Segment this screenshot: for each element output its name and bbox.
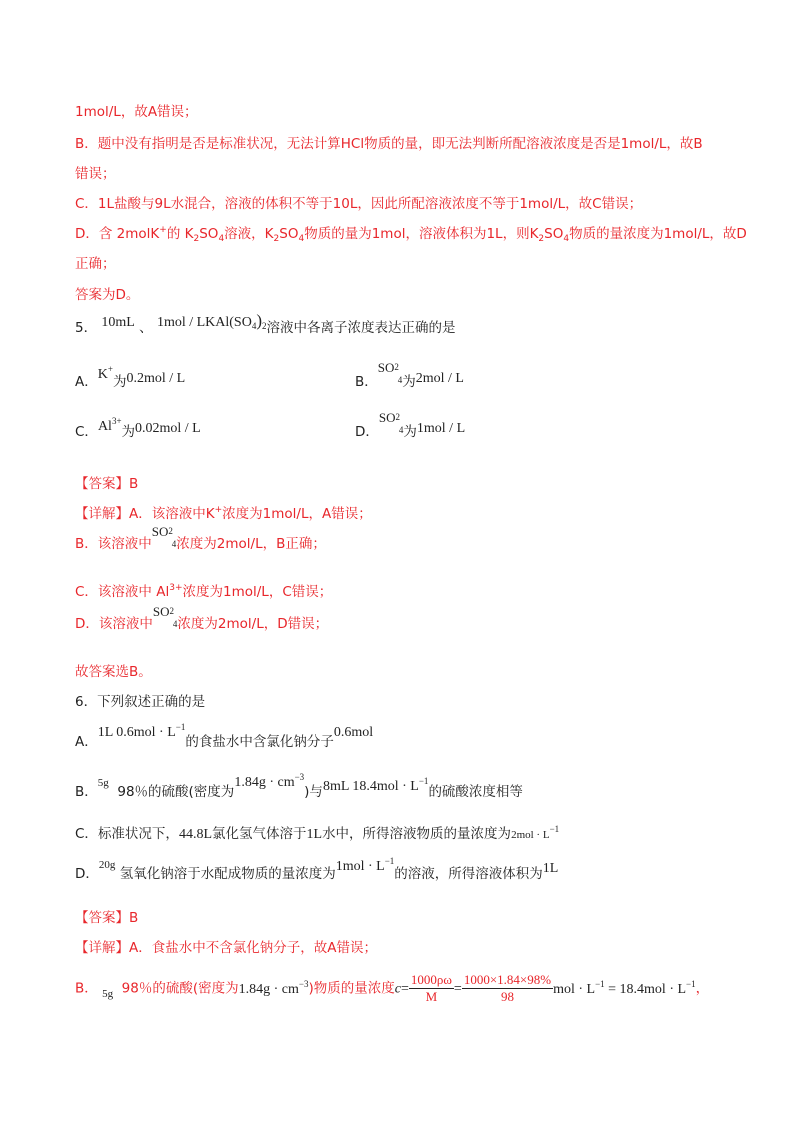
separator: 、 — [139, 320, 153, 336]
text-line-5c: SO — [199, 226, 219, 242]
formula: $1mol / LKAl(SO_4)_2$ — [156, 311, 267, 331]
question-5-stem — [75, 311, 456, 337]
detail-6b: B． $_{5g}$ 98％的硫酸(密度为$1.84g \cdot cm^{-3}$)物质的量浓度c= $\frac{1000\rho\omega}{M}$ = $\frac{1000\times 1.84\times 98\%}{98}$ mol · $L^{-1} = 18.4mol \cdot L^{-1}$， — [75, 972, 710, 1004]
answer-6: 【答案】B — [75, 910, 139, 926]
option-6c: C．标准状况下，44.8L氯化氢气体溶于1L水中，所得溶液物质的量浓度为$2mol \cdot L^{-1}$ — [75, 824, 560, 842]
text-line-5g: SO — [544, 226, 564, 242]
conclusion-5: 故答案选B。 — [75, 664, 152, 680]
option-6b: B．$^{5g}$ 98％的硫酸(密度为$1.84g \cdot cm^{-3}$)与8mL $18.4mol \cdot L^{-1}$的硫酸浓度相等 — [75, 772, 523, 800]
text-line-5e: SO — [279, 226, 299, 242]
option-5b: B．$SO^2$ 4为2mol / L — [355, 360, 464, 390]
option-5a: A．K+为0.2mol / L — [75, 364, 186, 390]
text-line-5b: 的 K — [166, 226, 194, 242]
text-line-7: 答案为D。 — [75, 287, 140, 303]
answer-5: 【答案】B — [75, 476, 139, 492]
fraction-1: $\frac{1000\rho\omega}{M}$ — [410, 972, 452, 1004]
text-line-5: D．含 2molK+的 $K_2SO_4$溶液，$K_2SO_4$物质的量为1mol，溶液体积为1L，则$K_2SO_4$物质的量浓度为1mol/L，故D — [75, 225, 747, 244]
detail-5d: D．该溶液中$SO^2$ 4浓度为2mol/L，D错误； — [75, 604, 329, 632]
text-line-6: 正确； — [75, 256, 116, 272]
text-line-4: C．1L盐酸与9L水混合，溶液的体积不等于10L，因此所配溶液浓度不等于1mol/L，故C错误； — [75, 196, 643, 212]
detail-5b: B．该溶液中$SO^2$ 4浓度为2mol/L，B正确； — [75, 524, 326, 552]
option-5d: D．$SO^2$ 4为1mol / L — [355, 410, 466, 440]
formula: 10mL — [101, 315, 135, 330]
text-line-1: 1mol/L，故A错误； — [75, 104, 198, 120]
option-6a: A．1L $0.6mol \cdot L^{-1}$的食盐水中含氯化钠分子0.6mol — [75, 722, 374, 750]
question-number: 5． — [75, 320, 98, 336]
detail-6a: 【详解】A．食盐水中不含氯化钠分子，故A错误； — [75, 940, 377, 956]
text-line-3: 错误； — [75, 166, 116, 182]
detail-5a: 【详解】A．该溶液中K+浓度为1mol/L，A错误； — [75, 505, 372, 522]
option-6d: D．$^{20g}$ 氢氧化钠溶于水配成物质的量浓度为$1mol \cdot L^{-1}$的溶液，所得溶液体积为1L — [75, 856, 559, 882]
option-5c: C．$Al^{3+}$为0.02mol / L — [75, 416, 201, 440]
question-5-text: 溶液中各离子浓度表达正确的是 — [266, 320, 456, 336]
text-line-5h: 物质的量浓度为1mol/L，故D — [569, 226, 747, 242]
text-line-5a: D．含 2molK — [75, 226, 160, 242]
text-line-5d: 溶液，K — [224, 226, 274, 242]
question-6-stem: 6．下列叙述正确的是 — [75, 694, 206, 710]
text-line-2: B．题中没有指明是否是标准状况，无法计算HCl物质的量，即无法判断所配溶液浓度是否是1mol/L，故B — [75, 136, 703, 152]
text-line-5f: 物质的量为1mol，溶液体积为1L，则K — [304, 226, 539, 242]
detail-5c: C．该溶液中 $Al^{3+}$浓度为1mol/L，C错误； — [75, 583, 333, 600]
fraction-2: $\frac{1000\times 1.84\times 98\%}{98}$ — [463, 972, 552, 1004]
